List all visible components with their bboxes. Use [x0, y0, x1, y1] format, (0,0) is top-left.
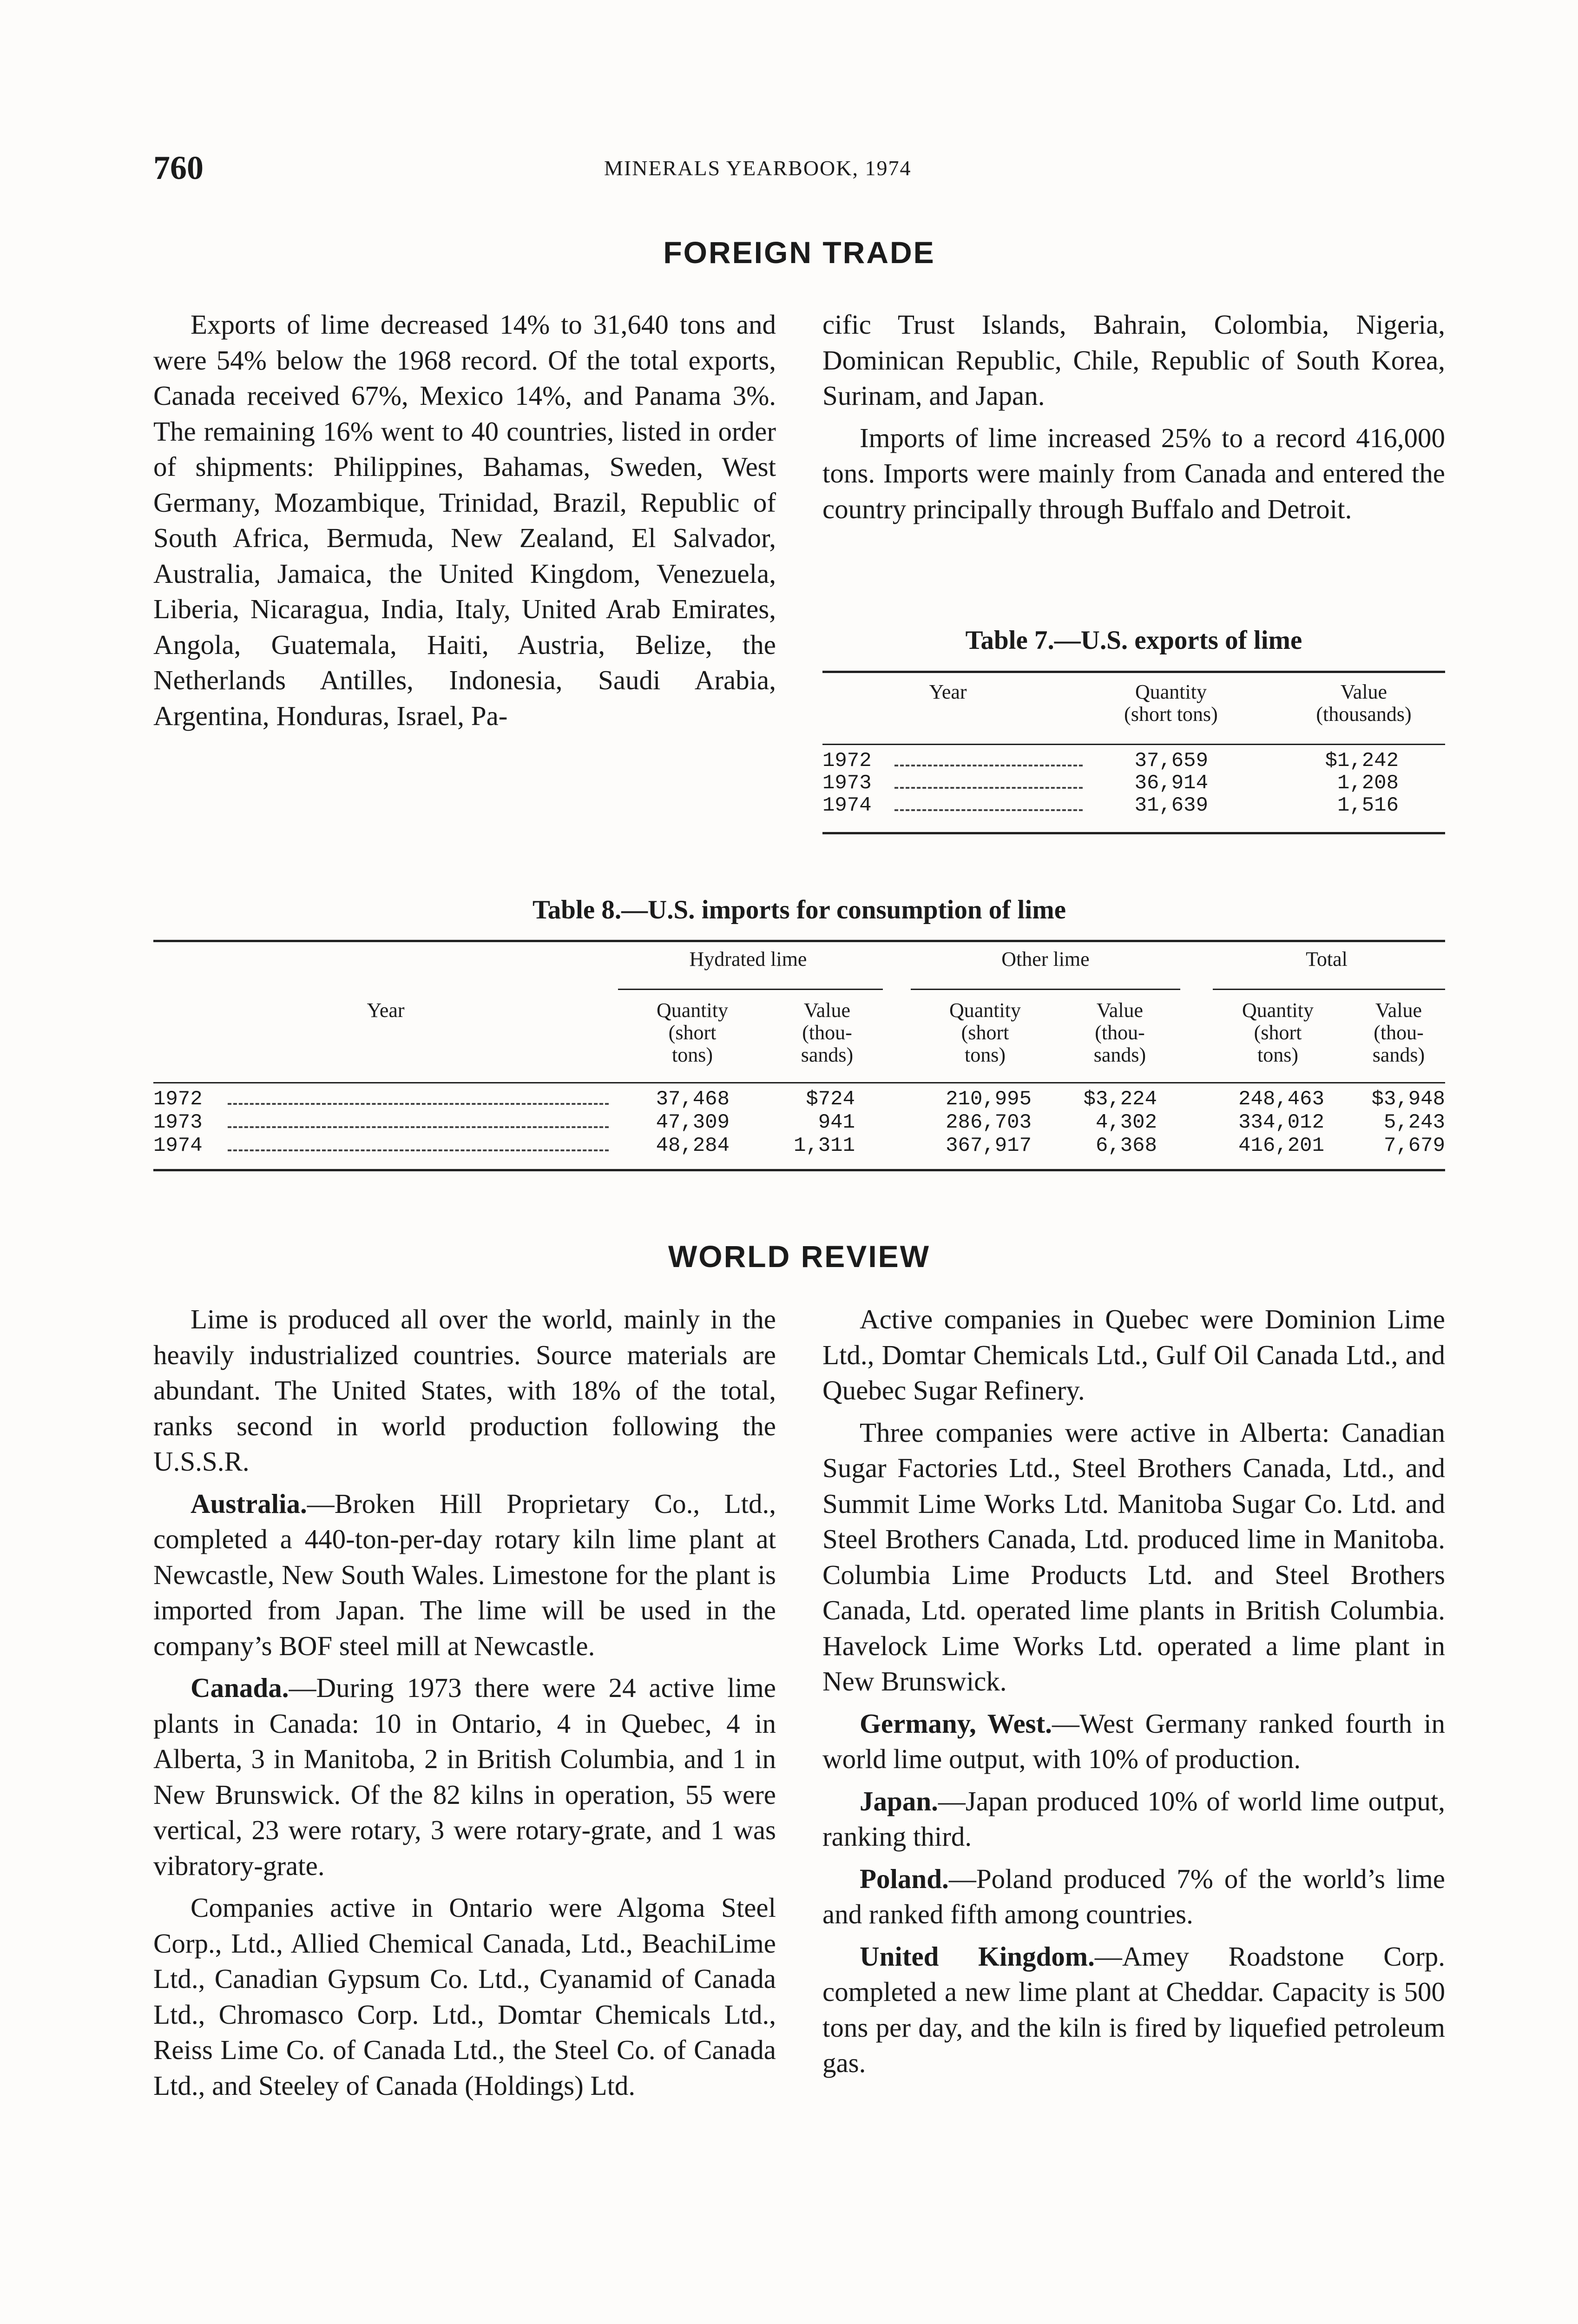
running-head: MINERALS YEARBOOK, 1974	[604, 156, 912, 180]
table7-title: Table 7.—U.S. exports of lime	[965, 626, 1302, 655]
table-rule	[911, 989, 1180, 990]
table-rule	[822, 832, 1445, 834]
table8-group-total: Total	[1306, 948, 1348, 971]
table-rule	[153, 1169, 1445, 1171]
table8-cell: 48,284	[656, 1134, 730, 1157]
table8-cell: 1,311	[793, 1134, 855, 1157]
paragraph	[822, 1939, 1445, 2081]
table8-header-year: Year	[367, 999, 405, 1022]
paragraph	[153, 1301, 776, 1479]
world-review-heading: WORLD REVIEW	[668, 1239, 930, 1274]
paragraph	[822, 1301, 1445, 1408]
leader-dots	[228, 1103, 609, 1105]
paragraph-text: —During 1973 there were 24 active lime plants in Canada: 10 in Ontario, 4 in Quebec, 4 in Alberta, 3 in Manitoba, 2 in British Columbia, and 1 in New Brunswick. Of the 82 kilns in operation, 55 were vertical, 23 were rotary, 3 were rotary-grate, and 1 was vibratory-grate.	[153, 1672, 776, 1881]
paragraph-text: —Japan produced 10% of world lime output, ranking third.	[822, 1785, 1445, 1852]
table8-cell: $3,224	[1083, 1088, 1157, 1111]
country-lead: Poland.	[860, 1863, 949, 1894]
paragraph: Exports of lime decreased 14% to 31,640 tons and were 54% below the 1968 record. Of the total exports, Canada received 67%, Mexico 14%, and Panama 3%. The remaining 16% went to 40 countries, listed in order of shipments: Philippines, Bahamas, Sweden, West Germany, Mozambique, Trinidad, Brazil, Republic of South Africa, Bermuda, New Zealand, El Salvador, Australia, Jamaica, the United Kingdom, Venezuela, Liberia, Nicaragua, India, Italy, United Arab Emirates, Angola, Guatemala, Haiti, Austria, Belize, the Netherlands Antilles, Indonesia, Saudi Arabia, Argentina, Honduras, Israel, Pa-	[153, 309, 776, 731]
table8-header-value: Value (thou- sands)	[1093, 999, 1146, 1066]
table8-row-year: 1973	[153, 1111, 203, 1134]
table7-cell-quantity: 37,659	[1134, 749, 1208, 772]
foreign-trade-col1	[153, 307, 776, 733]
paragraph	[153, 1670, 776, 1883]
table8-row-year: 1972	[153, 1088, 203, 1111]
table7-header-quantity: Quantity (short tons)	[1124, 680, 1218, 726]
country-lead: Japan.	[860, 1785, 938, 1816]
country-lead: Canada.	[191, 1672, 289, 1703]
table8-cell: 5,243	[1383, 1111, 1445, 1134]
table-rule	[1213, 989, 1445, 990]
table8-cell: 416,201	[1238, 1134, 1324, 1157]
table8-cell: 210,995	[946, 1088, 1032, 1111]
table8-cell: 334,012	[1238, 1111, 1324, 1134]
country-lead: Australia.	[191, 1488, 307, 1519]
table7-header-value: Value (thousands)	[1316, 680, 1412, 726]
paragraph-text: —Amey Roadstone Corp. completed a new lime plant at Cheddar. Capacity is 500 tons per day, and the kiln is fired by liquefied petroleum gas.	[822, 1941, 1445, 2078]
country-lead: Germany, West.	[860, 1708, 1052, 1739]
country-lead: United Kingdom.	[860, 1941, 1095, 1972]
table7-cell-value: 1,516	[1337, 794, 1399, 817]
leader-dots	[894, 765, 1083, 766]
paragraph	[153, 1890, 776, 2103]
table-rule	[153, 940, 1445, 942]
table8-cell: 7,679	[1383, 1134, 1445, 1157]
table-rule	[618, 989, 883, 990]
table8-title: Table 8.—U.S. imports for consumption of lime	[533, 895, 1066, 924]
paragraph-text: —Broken Hill Proprietary Co., Ltd., completed a 440-ton-per-day rotary kiln lime plant at Newcastle, New South Wales. Limestone for the plant is imported from Japan. The lime will be used in the company’s BOF steel mill at Newcastle.	[153, 1488, 776, 1661]
table8-header-quantity: Quantity (short tons)	[949, 999, 1021, 1066]
table-rule	[153, 1082, 1445, 1083]
table8-header-quantity: Quantity (short tons)	[657, 999, 728, 1066]
table7-cell-quantity: 36,914	[1134, 772, 1208, 795]
leader-dots	[228, 1126, 609, 1128]
paragraph-text: Companies active in Ontario were Algoma Steel Corp., Ltd., Allied Chemical Canada, Ltd., BeachiLime Ltd., Canadian Gypsum Co. Ltd., Cyanamid of Canada Ltd., Chromasco Corp. Ltd., Domtar Chemicals Ltd., Reiss Lime Co. of Canada Ltd., the Steel Co. of Canada Ltd., and Steeley of Canada (Holdings) Ltd.	[153, 1892, 776, 2101]
table8-cell: 367,917	[946, 1134, 1032, 1157]
table8-cell: 37,468	[656, 1088, 730, 1111]
table-rule	[822, 671, 1445, 673]
table8-cell: 6,368	[1095, 1134, 1157, 1157]
page-number: 760	[153, 149, 204, 186]
table7-row-year: 1972	[822, 749, 872, 772]
table7-cell-quantity: 31,639	[1134, 794, 1208, 817]
table8-row-year: 1974	[153, 1134, 203, 1157]
table8-cell: 248,463	[1238, 1088, 1324, 1111]
paragraph	[822, 1415, 1445, 1699]
paragraph-text: Active companies in Quebec were Dominion Lime Ltd., Domtar Chemicals Ltd., Gulf Oil Canada Ltd., and Quebec Sugar Refinery.	[822, 1304, 1445, 1406]
table8-cell: $3,948	[1371, 1088, 1445, 1111]
foreign-trade-heading: FOREIGN TRADE	[663, 235, 935, 270]
foreign-trade-col2	[822, 307, 1445, 527]
table8-group-hydrated: Hydrated lime	[689, 948, 807, 971]
world-review-col1	[153, 1301, 776, 2103]
leader-dots	[894, 809, 1083, 811]
table8-cell: 286,703	[946, 1111, 1032, 1134]
table8-header-value: Value (thou- sands)	[1372, 999, 1425, 1066]
table8-cell: $724	[806, 1088, 855, 1111]
paragraph	[822, 1783, 1445, 1855]
table-rule	[822, 744, 1445, 745]
leader-dots	[894, 787, 1083, 789]
paragraph	[822, 1706, 1445, 1777]
table7-header-year: Year	[929, 680, 967, 703]
paragraph	[822, 1861, 1445, 1932]
table7-cell-value: 1,208	[1337, 772, 1399, 795]
paragraph-text: Lime is produced all over the world, mainly in the heavily industrialized countries. Source materials are abundant. The United States, with 18% of the total, ranks second in world production following the U.S.S.R.	[153, 1304, 776, 1477]
world-review-col2	[822, 1301, 1445, 2081]
paragraph-text: Three companies were active in Alberta: Canadian Sugar Factories Ltd., Steel Brothers Canada, Ltd., and Summit Lime Works Ltd. Manitoba Sugar Co. Ltd. and Steel Brothers Canada, Ltd. produced lime in Manitoba. Columbia Lime Products Ltd. and Steel Brothers Canada, Ltd. operated lime plants in British Columbia. Havelock Lime Works Ltd. operated a lime plant in New Brunswick.	[822, 1417, 1445, 1697]
table8-cell: 941	[818, 1111, 855, 1134]
paragraph-text: —West Germany ranked fourth in world lime output, with 10% of production.	[822, 1708, 1445, 1774]
table8-group-other: Other lime	[1001, 948, 1090, 971]
table7-row-year: 1974	[822, 794, 872, 817]
table7-row-year: 1973	[822, 772, 872, 795]
table8-cell: 4,302	[1095, 1111, 1157, 1134]
paragraph-text: —Poland produced 7% of the world’s lime and ranked fifth among countries.	[822, 1863, 1445, 1929]
table8-header-quantity: Quantity (short tons)	[1242, 999, 1314, 1066]
leader-dots	[228, 1149, 609, 1151]
paragraph: cific Trust Islands, Bahrain, Colombia, Nigeria, Dominican Republic, Chile, Republic of South Korea, Surinam, and Japan.	[822, 309, 1445, 411]
table8-header-value: Value (thou- sands)	[801, 999, 854, 1066]
paragraph: Imports of lime increased 25% to a record 416,000 tons. Imports were mainly from Canada and entered the country principally through Buffalo and Detroit.	[822, 422, 1445, 524]
table7-cell-value: $1,242	[1325, 749, 1399, 772]
table8-cell: 47,309	[656, 1111, 730, 1134]
paragraph	[153, 1486, 776, 1664]
